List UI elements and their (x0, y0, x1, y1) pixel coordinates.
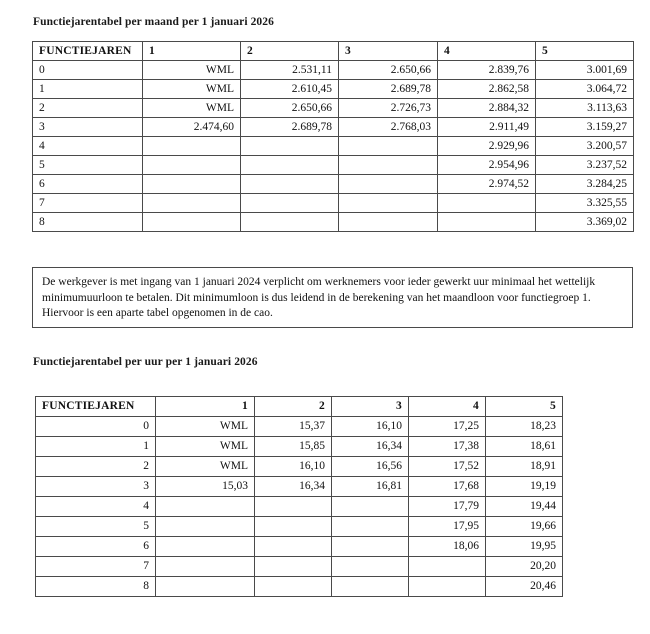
row-label-6: 6 (36, 537, 156, 557)
table-row (33, 175, 634, 194)
table-row (33, 137, 634, 156)
table-header-row (33, 42, 634, 61)
cell-value (143, 175, 241, 194)
cell-value (332, 537, 409, 557)
table-header-row (36, 397, 563, 417)
cell-value (255, 497, 332, 517)
cell-value: 3.001,69 (536, 61, 634, 80)
cell-value (438, 194, 536, 213)
cell-value: 3.284,25 (536, 175, 634, 194)
table-row (36, 517, 563, 537)
cell-value: 19,66 (486, 517, 563, 537)
table-row (36, 557, 563, 577)
cell-value (156, 557, 255, 577)
cell-value: WML (143, 99, 241, 118)
cell-value: 2.929,96 (438, 137, 536, 156)
cell-value: 18,91 (486, 457, 563, 477)
table-row (33, 61, 634, 80)
cell-value (156, 497, 255, 517)
cell-value: 2.689,78 (241, 118, 339, 137)
cell-value (241, 156, 339, 175)
cell-value: 3.237,52 (536, 156, 634, 175)
column-header-4: 4 (438, 42, 536, 61)
cell-value: 17,25 (409, 417, 486, 437)
cell-value: WML (156, 437, 255, 457)
column-header-3: 3 (339, 42, 438, 61)
row-label-0: 0 (36, 417, 156, 437)
cell-value (255, 517, 332, 537)
functiejaren-month-table (32, 41, 634, 232)
column-header-functiejaren: FUNCTIEJAREN (36, 397, 156, 417)
cell-value: 16,34 (332, 437, 409, 457)
cell-value: 2.974,52 (438, 175, 536, 194)
cell-value: 16,56 (332, 457, 409, 477)
cell-value: 20,46 (486, 577, 563, 597)
cell-value: 3.200,57 (536, 137, 634, 156)
cell-value (156, 577, 255, 597)
cell-value (339, 213, 438, 232)
cell-value (143, 194, 241, 213)
row-label-3: 3 (33, 118, 143, 137)
cell-value (241, 175, 339, 194)
table-month-body (33, 61, 634, 232)
cell-value: 3.064,72 (536, 80, 634, 99)
cell-value: 2.610,45 (241, 80, 339, 99)
cell-value: 17,95 (409, 517, 486, 537)
cell-value: 17,79 (409, 497, 486, 517)
cell-value (255, 537, 332, 557)
table-row (36, 417, 563, 437)
column-header-4: 4 (409, 397, 486, 417)
cell-value: 19,95 (486, 537, 563, 557)
column-header-5: 5 (536, 42, 634, 61)
cell-value (156, 537, 255, 557)
cell-value (332, 557, 409, 577)
column-header-1: 1 (143, 42, 241, 61)
cell-value: WML (143, 80, 241, 99)
cell-value (409, 577, 486, 597)
column-header-functiejaren: FUNCTIEJAREN (33, 42, 143, 61)
cell-value (255, 577, 332, 597)
cell-value: 19,44 (486, 497, 563, 517)
cell-value: 2.862,58 (438, 80, 536, 99)
cell-value (143, 213, 241, 232)
row-label-7: 7 (33, 194, 143, 213)
cell-value (339, 175, 438, 194)
cell-value: 2.650,66 (339, 61, 438, 80)
cell-value: 2.531,11 (241, 61, 339, 80)
row-label-1: 1 (33, 80, 143, 99)
cell-value: 2.911,49 (438, 118, 536, 137)
cell-value: 20,20 (486, 557, 563, 577)
cell-value (241, 137, 339, 156)
cell-value (143, 137, 241, 156)
row-label-0: 0 (33, 61, 143, 80)
row-label-5: 5 (36, 517, 156, 537)
row-label-5: 5 (33, 156, 143, 175)
cell-value (339, 137, 438, 156)
cell-value (339, 156, 438, 175)
cell-value: 16,10 (332, 417, 409, 437)
cell-value: 18,61 (486, 437, 563, 457)
row-label-1: 1 (36, 437, 156, 457)
cell-value: 19,19 (486, 477, 563, 497)
cell-value: 3.325,55 (536, 194, 634, 213)
cell-value (438, 213, 536, 232)
cell-value (156, 517, 255, 537)
cell-value (255, 557, 332, 577)
row-label-8: 8 (36, 577, 156, 597)
cell-value: 16,10 (255, 457, 332, 477)
row-label-4: 4 (36, 497, 156, 517)
table-month-header (33, 42, 634, 61)
column-header-3: 3 (332, 397, 409, 417)
cell-value (143, 156, 241, 175)
cell-value: WML (156, 457, 255, 477)
cell-value: 3.113,63 (536, 99, 634, 118)
cell-value: WML (156, 417, 255, 437)
cell-value: 2.768,03 (339, 118, 438, 137)
table-row (36, 437, 563, 457)
table-hour-header (36, 397, 563, 417)
cell-value: 3.369,02 (536, 213, 634, 232)
column-header-5: 5 (486, 397, 563, 417)
cell-value: 18,23 (486, 417, 563, 437)
cell-value (241, 194, 339, 213)
cell-value (332, 517, 409, 537)
table-row (36, 497, 563, 517)
cell-value: 15,85 (255, 437, 332, 457)
table-row (33, 213, 634, 232)
page-title-month-table: Functiejarentabel per maand per 1 januari 2026 (33, 16, 274, 28)
cell-value: 15,03 (156, 477, 255, 497)
wml-note-text: De werkgever is met ingang van 1 januari 2024 verplicht om werknemers voor ieder gewerkt uur minimaal het wettelijk minimumuurloon te betalen. Dit minimumloon is dus leidend in de berekening van het maandloon voor functiegroep 1. Hiervoor is een aparte tabel opgenomen in de cao. (42, 276, 596, 319)
row-label-6: 6 (33, 175, 143, 194)
cell-value (241, 213, 339, 232)
cell-value (332, 577, 409, 597)
column-header-2: 2 (241, 42, 339, 61)
cell-value (409, 557, 486, 577)
cell-value: 15,37 (255, 417, 332, 437)
cell-value: 2.839,76 (438, 61, 536, 80)
row-label-8: 8 (33, 213, 143, 232)
row-label-2: 2 (33, 99, 143, 118)
cell-value: 2.884,32 (438, 99, 536, 118)
column-header-2: 2 (255, 397, 332, 417)
cell-value: 16,34 (255, 477, 332, 497)
cell-value: 18,06 (409, 537, 486, 557)
cell-value: 16,81 (332, 477, 409, 497)
cell-value: 17,38 (409, 437, 486, 457)
table-row (33, 194, 634, 213)
cell-value: WML (143, 61, 241, 80)
cell-value: 3.159,27 (536, 118, 634, 137)
table-row (33, 156, 634, 175)
table-row (36, 537, 563, 557)
table-hour-body (36, 417, 563, 597)
cell-value: 2.726,73 (339, 99, 438, 118)
cell-value (332, 497, 409, 517)
cell-value: 17,68 (409, 477, 486, 497)
wml-note-box (32, 267, 633, 328)
table-row (33, 118, 634, 137)
cell-value: 2.689,78 (339, 80, 438, 99)
table-row (33, 80, 634, 99)
table-row (33, 99, 634, 118)
cell-value: 2.650,66 (241, 99, 339, 118)
page-title-hour-table: Functiejarentabel per uur per 1 januari 2026 (33, 356, 258, 368)
cell-value: 2.954,96 (438, 156, 536, 175)
functiejaren-hour-table (35, 396, 563, 597)
cell-value: 17,52 (409, 457, 486, 477)
cell-value (339, 194, 438, 213)
row-label-4: 4 (33, 137, 143, 156)
cell-value: 2.474,60 (143, 118, 241, 137)
column-header-1: 1 (156, 397, 255, 417)
row-label-7: 7 (36, 557, 156, 577)
table-row (36, 457, 563, 477)
table-row (36, 477, 563, 497)
row-label-3: 3 (36, 477, 156, 497)
row-label-2: 2 (36, 457, 156, 477)
table-row (36, 577, 563, 597)
